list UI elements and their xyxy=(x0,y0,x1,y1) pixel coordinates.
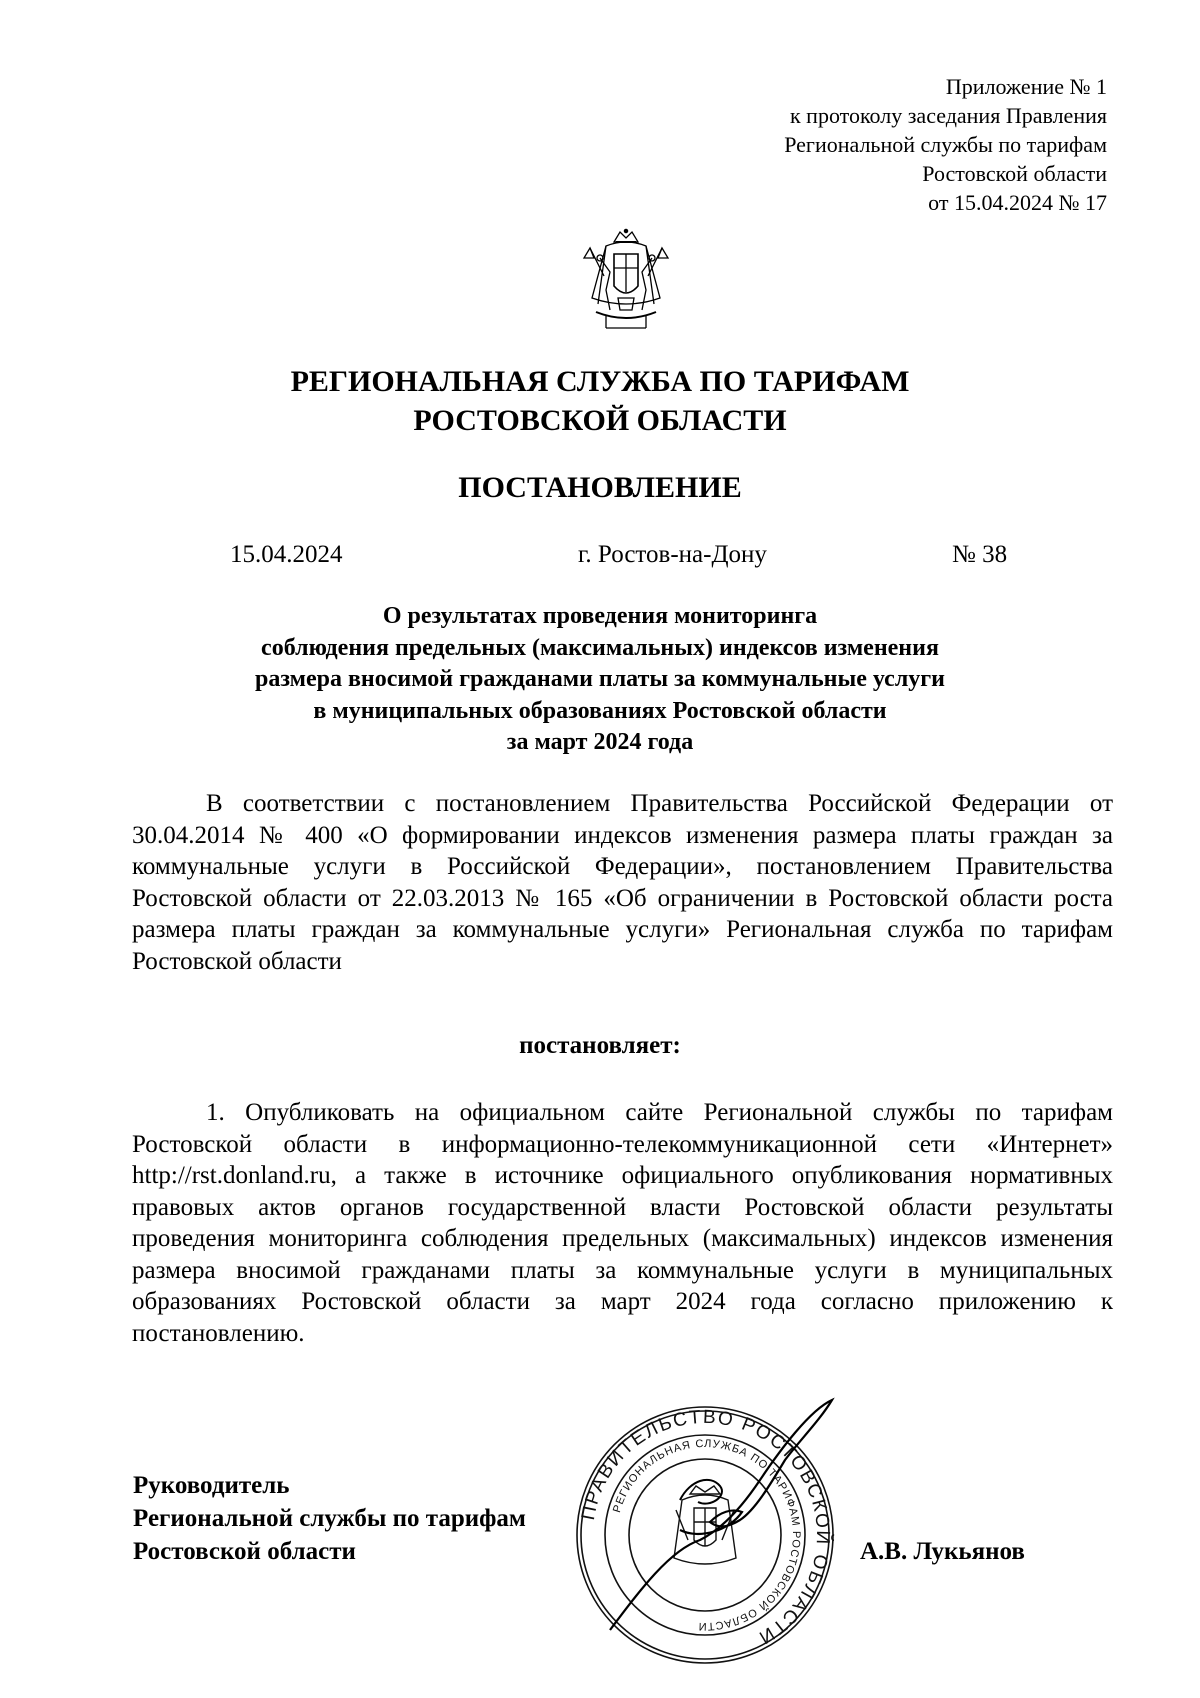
svg-text:РЕГИОНАЛЬНАЯ СЛУЖБА ПО ТАРИФАМ: РЕГИОНАЛЬНАЯ СЛУЖБА ПО ТАРИФАМ РОСТОВСКОЙ ОБЛАСТИ xyxy=(611,1437,803,1633)
appendix-line: Ростовской области xyxy=(922,161,1107,186)
signatory-position-line: Руководитель xyxy=(133,1472,290,1499)
subject-line: размера вносимой гражданами платы за коммунальные услуги xyxy=(254,666,946,692)
subject-line: О результатах проведения мониторинга xyxy=(382,603,818,629)
decree-item-1: 1. Опубликовать на официальном сайте Региональной службы по тарифам Ростовской области в информационно-телекоммуникационной сети «Интернет» http://rst.donland.ru, а также в источнике официального опубликования нормативных правовых актов органов государственной власти Ростовской области результаты проведения мониторинга соблюдения предельных (максимальных) индексов изменения размера вносимой гражданами платы за коммунальные услуги в муниципальных образованиях Ростовской области за март 2024 года согласно приложению к постановлению. xyxy=(132,1099,1113,1347)
appendix-header xyxy=(784,72,1107,217)
organization-title xyxy=(0,362,1200,440)
appendix-line: Приложение № 1 xyxy=(945,74,1107,99)
organization-title-line: РОСТОВСКОЙ ОБЛАСТИ xyxy=(413,404,787,437)
appendix-line: от 15.04.2024 № 17 xyxy=(928,190,1107,215)
organization-title-line: РЕГИОНАЛЬНАЯ СЛУЖБА ПО ТАРИФАМ xyxy=(290,365,910,398)
signatory-position xyxy=(133,1469,526,1568)
appendix-line: Региональной службы по тарифам xyxy=(784,132,1107,157)
document-number: № 38 xyxy=(952,541,1008,568)
signatory-position-line: Региональной службы по тарифам xyxy=(133,1505,526,1532)
subject-line: за март 2024 года xyxy=(506,729,694,755)
signatory-name: А.В. Лукьянов xyxy=(860,1538,1025,1565)
preamble-paragraph: В соответствии с постановлением Правительства Российской Федерации от 30.04.2014 № 400 «О формировании индексов изменения размера платы граждан за коммунальные услуги в Российской Федерации», постановлением Правительства Ростовской области от 22.03.2013 № 165 «Об ограничении в Ростовской области роста размера платы граждан за коммунальные услуги» Региональная служба по тарифам Ростовской области xyxy=(132,790,1113,975)
decides-heading: постановляет: xyxy=(519,1032,681,1059)
coat-of-arms-icon xyxy=(576,228,676,332)
signatory-position-line: Ростовской области xyxy=(133,1538,356,1565)
document-city: г. Ростов-на-Дону xyxy=(578,541,767,568)
document-date: 15.04.2024 xyxy=(230,541,343,568)
document-subject xyxy=(0,601,1200,759)
document-type: ПОСТАНОВЛЕНИЕ xyxy=(458,471,742,504)
appendix-line: к протоколу заседания Правления xyxy=(789,103,1107,128)
subject-line: соблюдения предельных (максимальных) индексов изменения xyxy=(261,634,939,661)
subject-line: в муниципальных образованиях Ростовской области xyxy=(313,697,887,724)
official-seal-icon xyxy=(570,1390,840,1680)
document-meta-row xyxy=(0,538,1200,572)
svg-text:ПРАВИТЕЛЬСТВО РОСТОВСКОЙ ОБЛАС: ПРАВИТЕЛЬСТВО РОСТОВСКОЙ ОБЛАСТИ xyxy=(577,1406,834,1649)
